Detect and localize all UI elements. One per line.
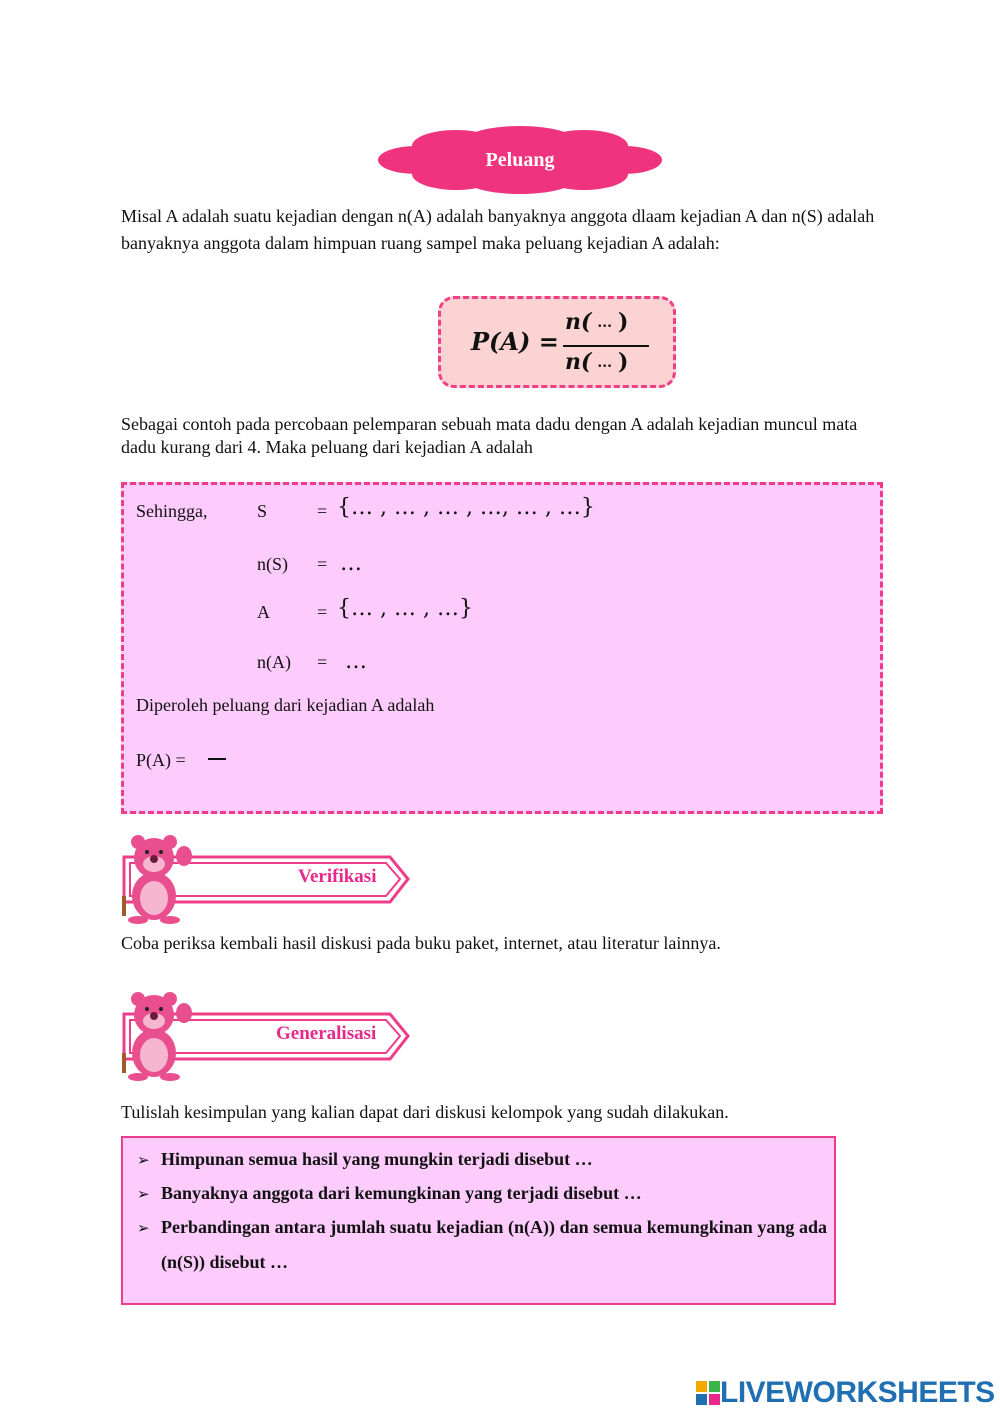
numerator-close: ) [618, 309, 629, 335]
generalisasi-text: Tulislah kesimpulan yang kalian dapat dari diskusi kelompok yang sudah dilakukan. [121, 1102, 729, 1122]
conclusion-item [137, 1142, 827, 1177]
ns-input[interactable]: … [340, 551, 362, 576]
conclusion-item [137, 1210, 827, 1279]
sample-space-input[interactable]: {… , … , … , …, … , …} [337, 495, 595, 520]
liveworksheets-logo [696, 1377, 995, 1409]
na-input[interactable]: … [345, 649, 367, 674]
event-a-input[interactable]: {… , … , …} [337, 596, 473, 621]
row-label-na: n(A) [257, 652, 291, 672]
example-box [121, 482, 883, 814]
page-title: Peluang [485, 148, 555, 171]
intro-paragraph: Misal A adalah suatu kejadian dengan n(A) adalah banyaknya anggota dlaam kejadian A dan n(S) adalah banyaknya anggota dalam himpuan ruang sampel maka peluang kejadian A adalah: [121, 206, 875, 253]
formula-box [438, 296, 676, 388]
example-lead: Sehingga, [136, 501, 208, 521]
pa-label: P(A) = [136, 750, 186, 770]
denominator-close: ) [618, 349, 629, 375]
row-eq-a: = [317, 602, 328, 622]
verifikasi-text: Coba periksa kembali hasil diskusi pada buku paket, internet, atau literatur lainnya. [121, 933, 721, 953]
verifikasi-label: Verifikasi [298, 866, 377, 887]
arrow-bullet-icon: ➢ [137, 1219, 150, 1237]
row-eq-s: = [317, 501, 328, 521]
logo-text: LIVEWORKSHEETS [720, 1376, 995, 1409]
numerator-blank[interactable]: ... [597, 315, 613, 331]
pa-fraction-input[interactable] [208, 758, 226, 760]
generalisasi-label: Generalisasi [276, 1023, 377, 1044]
numerator-n: n( [565, 309, 592, 335]
row-label-s: S [257, 501, 268, 521]
logo-icon [696, 1381, 720, 1405]
conclusion-text[interactable]: Perbandingan antara jumlah suatu kejadian (n(A)) dan semua kemungkinan yang ada (n(S)) disebut … [161, 1217, 827, 1272]
conclusion-item [137, 1176, 827, 1211]
result-text: Diperoleh peluang dari kejadian A adalah [136, 695, 435, 715]
generalisasi-banner [110, 991, 415, 1081]
title-cloud [376, 126, 664, 194]
arrow-bullet-icon: ➢ [137, 1185, 150, 1203]
verifikasi-banner [110, 834, 415, 924]
arrow-bullet-icon: ➢ [137, 1151, 150, 1169]
denominator-blank[interactable]: ... [597, 355, 613, 371]
formula-numerator [565, 309, 628, 335]
conclusion-text[interactable]: Banyaknya anggota dari kemungkinan yang terjadi disebut … [161, 1183, 642, 1203]
row-label-ns: n(S) [257, 554, 288, 574]
conclusion-box [121, 1136, 836, 1305]
row-eq-ns: = [317, 554, 328, 574]
conclusion-text[interactable]: Himpunan semua hasil yang mungkin terjadi disebut … [161, 1149, 593, 1169]
example-intro: Sebagai contoh pada percobaan pelemparan sebuah mata dadu dengan A adalah kejadian muncul mata dadu kurang dari 4. Maka peluang dari kejadian A adalah [121, 414, 858, 457]
fraction-bar [563, 345, 649, 347]
formula-lhs: P(A) = [471, 327, 559, 356]
row-eq-na: = [317, 652, 328, 672]
denominator-n: n( [565, 349, 592, 375]
formula-denominator [565, 349, 628, 375]
row-label-a: A [257, 602, 270, 622]
